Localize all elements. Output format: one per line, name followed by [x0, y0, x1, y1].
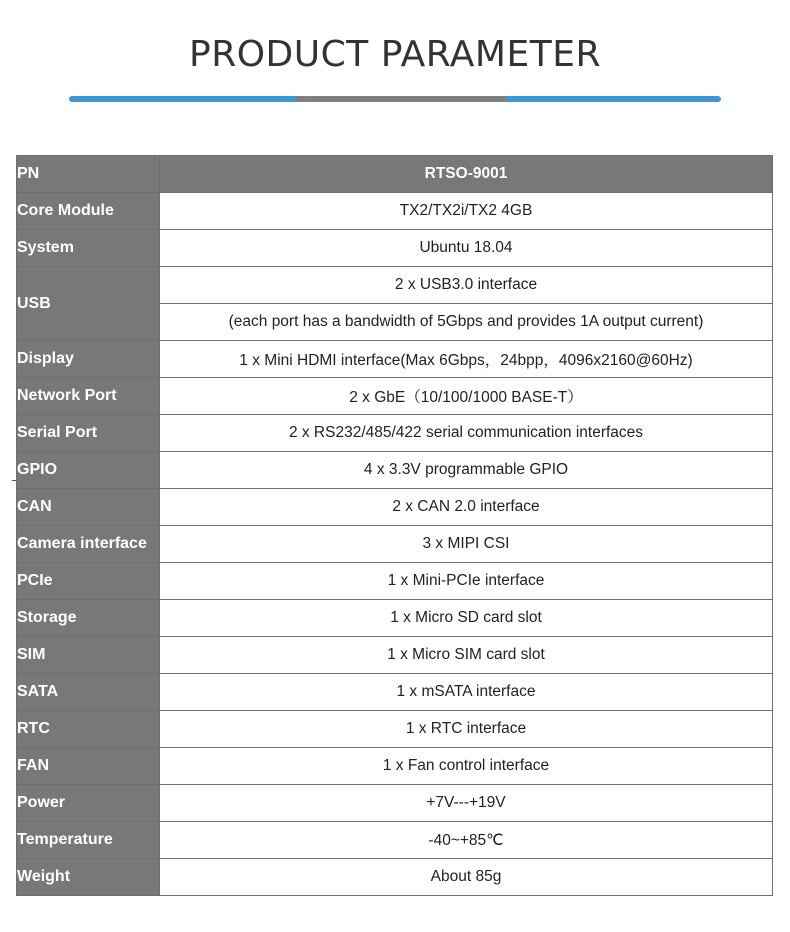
table-row	[17, 711, 773, 748]
row-value: TX2/TX2i/TX2 4GB	[160, 193, 773, 230]
table-row	[17, 489, 773, 526]
row-value: Ubuntu 18.04	[160, 230, 773, 267]
table-row	[17, 378, 773, 415]
row-value: 1 x mSATA interface	[160, 674, 773, 711]
row-value: 2 x RS232/485/422 serial communication interfaces	[160, 415, 773, 452]
table-row-pn	[17, 156, 773, 193]
table-row	[17, 563, 773, 600]
row-label: GPIO	[17, 452, 160, 489]
row-label: Network Port	[17, 378, 160, 415]
row-value: 1 x RTC interface	[160, 711, 773, 748]
title-underline-middle	[295, 96, 505, 102]
row-label: FAN	[17, 748, 160, 785]
table-row	[17, 193, 773, 230]
table-row	[17, 822, 773, 859]
row-label: USB	[17, 267, 160, 341]
row-value: 1 x Mini-PCIe interface	[160, 563, 773, 600]
row-value: 1 x Mini HDMI interface(Max 6Gbps，24bpp，4096x2160@60Hz)	[160, 341, 773, 378]
row-value: 1 x Fan control interface	[160, 748, 773, 785]
table-row	[17, 637, 773, 674]
table-row	[17, 415, 773, 452]
row-label: PCIe	[17, 563, 160, 600]
table-row	[17, 859, 773, 896]
table-row	[17, 526, 773, 563]
row-value: 4 x 3.3V programmable GPIO	[160, 452, 773, 489]
row-value: 1 x Micro SD card slot	[160, 600, 773, 637]
row-value: 1 x Micro SIM card slot	[160, 637, 773, 674]
row-value-note: (each port has a bandwidth of 5Gbps and provides 1A output current)	[160, 304, 773, 341]
row-value: RTSO-9001	[160, 156, 773, 193]
parameter-table	[16, 155, 773, 896]
row-value: -40~+85℃	[160, 822, 773, 859]
row-value: 2 x GbE（10/100/1000 BASE-T）	[160, 378, 773, 415]
row-label: Serial Port	[17, 415, 160, 452]
row-label: Camera interface	[17, 526, 160, 563]
row-label: RTC	[17, 711, 160, 748]
table-row	[17, 674, 773, 711]
page-title: PRODUCT PARAMETER	[189, 34, 601, 75]
table-row	[17, 452, 773, 489]
row-label: Storage	[17, 600, 160, 637]
table-row	[17, 748, 773, 785]
row-label: SIM	[17, 637, 160, 674]
table-row	[17, 230, 773, 267]
row-value: About 85g	[160, 859, 773, 896]
row-label: Temperature	[17, 822, 160, 859]
row-label: Weight	[17, 859, 160, 896]
row-label: SATA	[17, 674, 160, 711]
table-row	[17, 341, 773, 378]
row-value: 3 x MIPI CSI	[160, 526, 773, 563]
table-row	[17, 785, 773, 822]
table-row	[17, 600, 773, 637]
table-row	[17, 267, 773, 304]
title-underline-right	[505, 96, 721, 102]
row-label: PN	[17, 156, 160, 193]
title-underline-left	[69, 96, 295, 102]
row-value: +7V---+19V	[160, 785, 773, 822]
row-value: 2 x USB3.0 interface	[160, 267, 773, 304]
row-label: Power	[17, 785, 160, 822]
row-label: System	[17, 230, 160, 267]
row-label: Core Module	[17, 193, 160, 230]
row-label: CAN	[17, 489, 160, 526]
row-value: 2 x CAN 2.0 interface	[160, 489, 773, 526]
row-label: Display	[17, 341, 160, 378]
